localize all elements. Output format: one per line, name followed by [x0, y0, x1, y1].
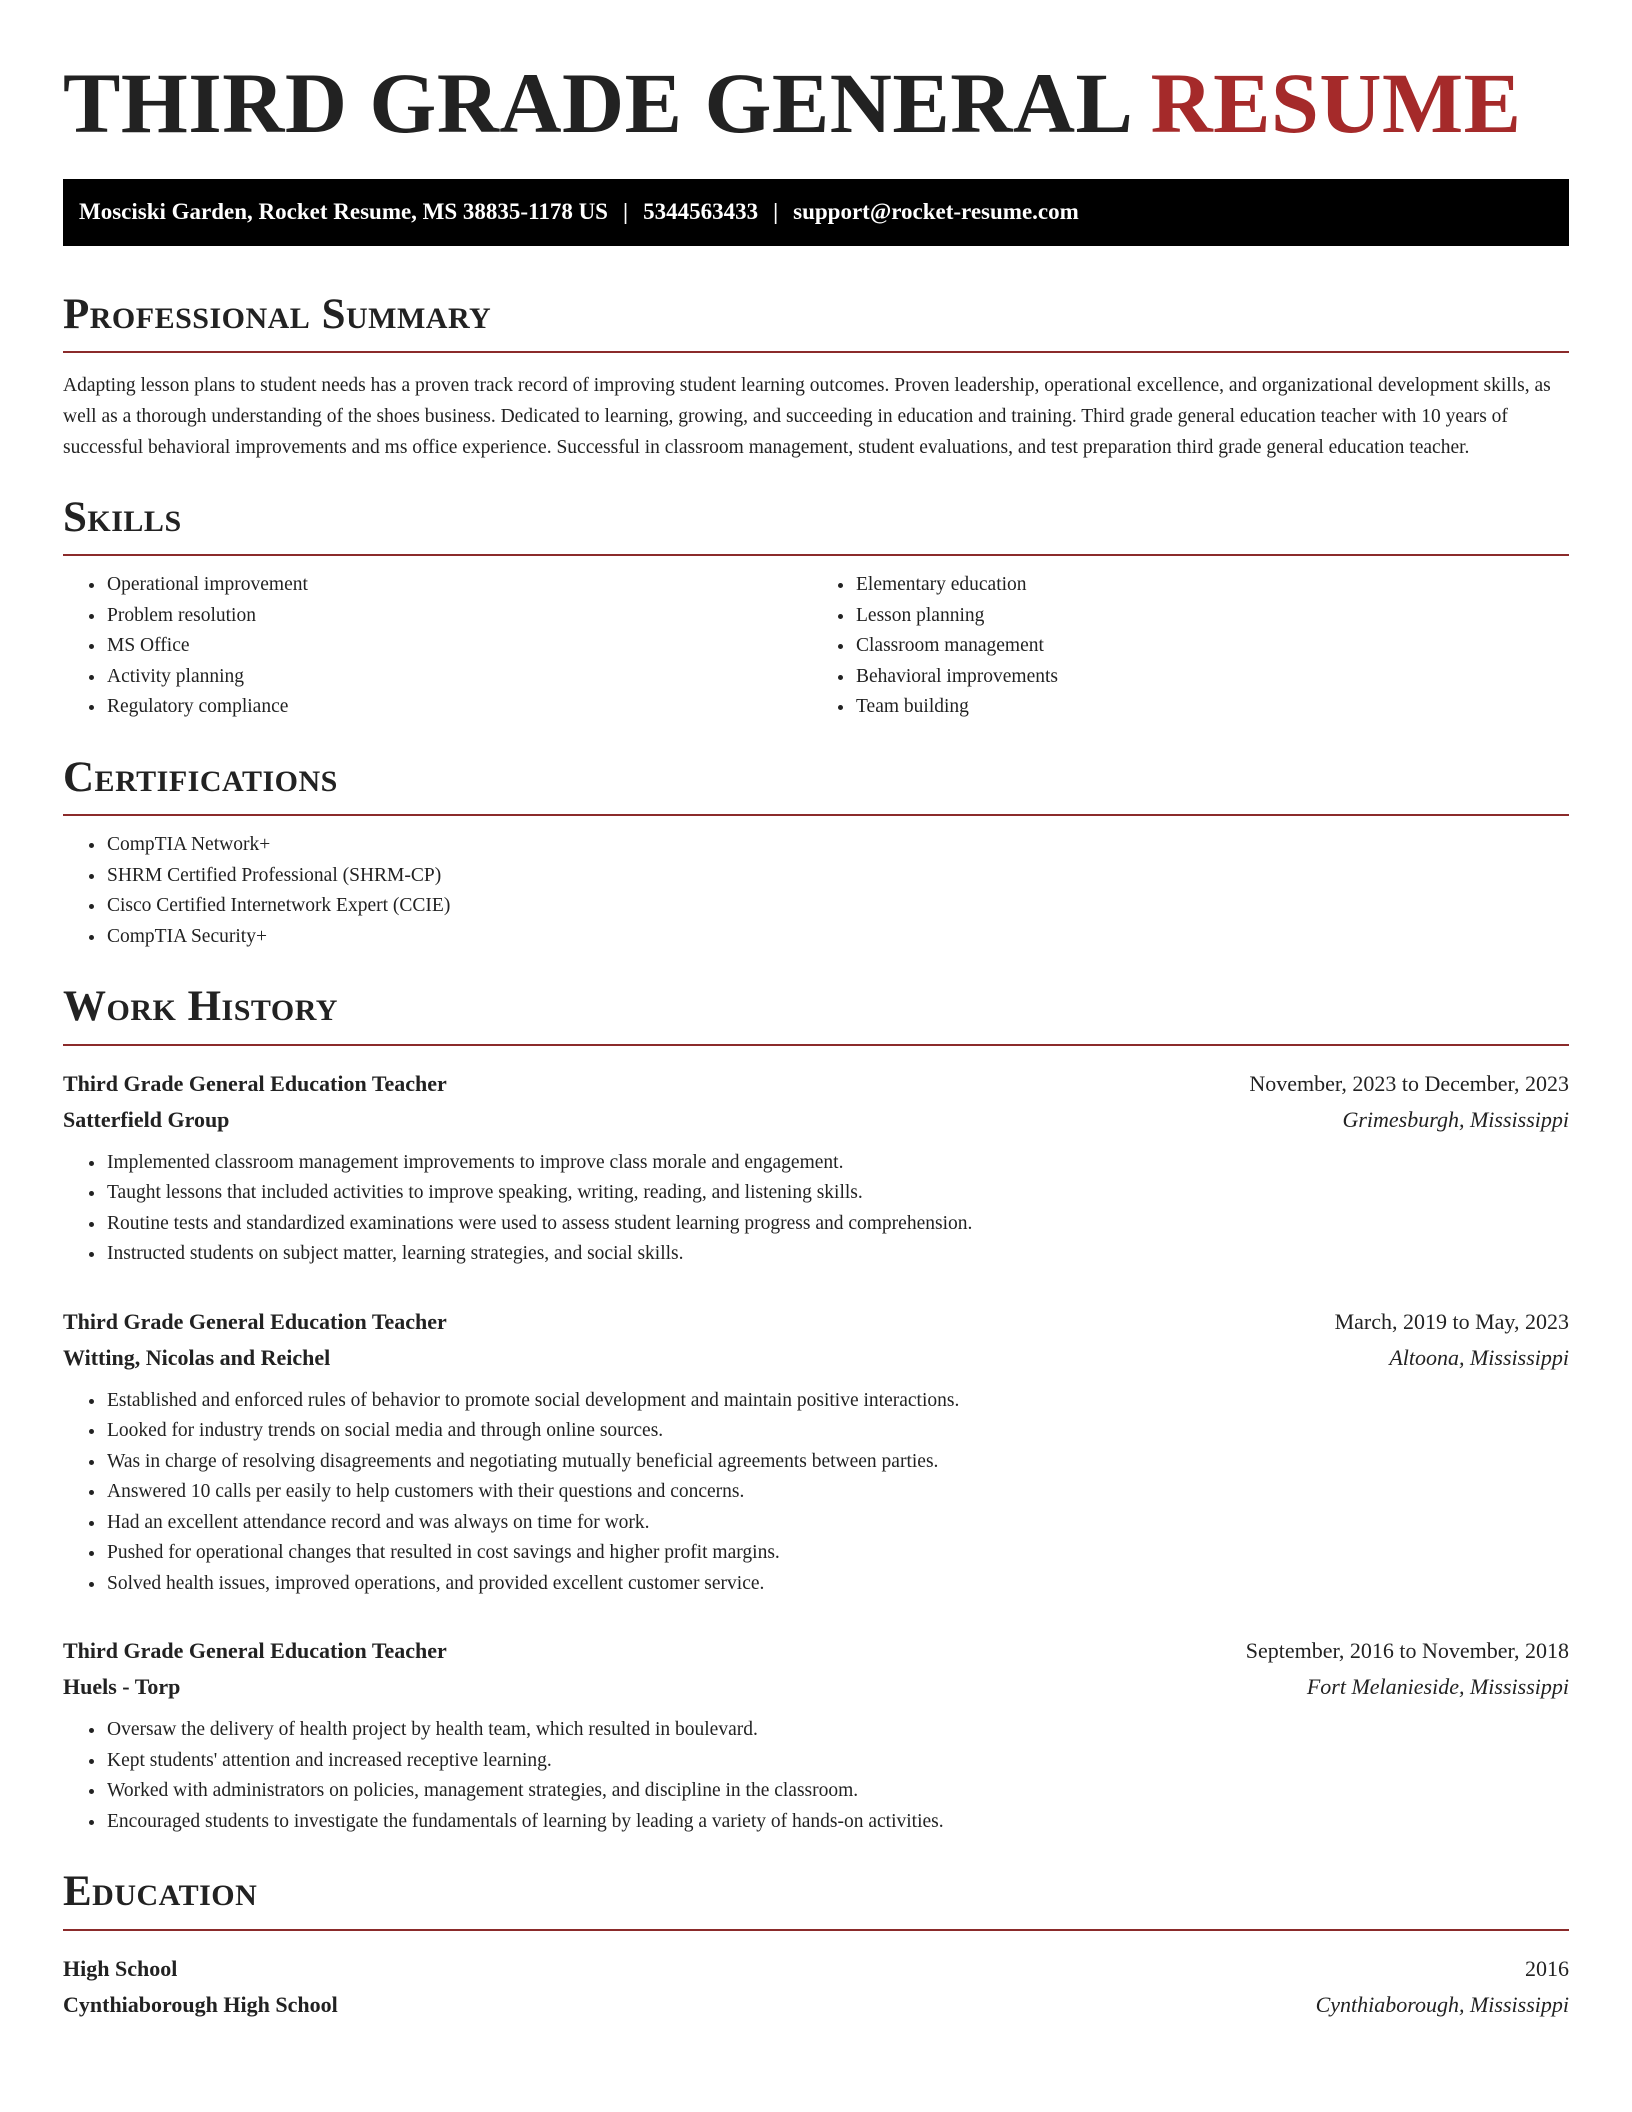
summary-text: Adapting lesson plans to student needs has a proven track record of improving student learning outcomes. Proven leadership, operational excellence, and organizational development skills, as well as a thorough understanding of the shoes business. Dedicated to learning, growing, and succeeding in education and training. Third grade general education teacher with 10 years of successful behavioral improvements and ms office experience. Successful in classroom management, student evaluations, and test preparation third grade general education teacher.	[63, 375, 1551, 459]
summary-section	[63, 290, 1569, 463]
job-entry	[63, 1633, 1569, 1837]
contact-email: support@rocket-resume.com	[793, 199, 1079, 225]
certification-item: • Cisco Certified Internetwork Expert (CCIE)	[106, 891, 1569, 922]
section-divider	[63, 351, 1569, 353]
job-dates: March, 2019 to May, 2023	[1334, 1308, 1569, 1334]
job-bullet: • Looked for industry trends on social media and through online sources.	[106, 1416, 1569, 1447]
resume-title	[63, 56, 1569, 151]
skill-item: • MS Office	[106, 631, 820, 662]
skills-list-right	[820, 570, 1569, 723]
certifications-heading: Certifications	[63, 753, 338, 801]
contact-bar	[63, 179, 1569, 246]
job-title: Third Grade General Education Teacher	[63, 1070, 447, 1096]
job-subheader	[63, 1340, 1569, 1376]
education-entry	[63, 1951, 1569, 2023]
section-divider	[63, 1929, 1569, 1931]
certification-item: • CompTIA Network+	[106, 830, 1569, 861]
job-entry	[63, 1066, 1569, 1270]
work-history-heading: Work History	[63, 983, 338, 1031]
skill-item: • Elementary education	[855, 570, 1569, 601]
education-section	[63, 1867, 1569, 2022]
job-header	[63, 1633, 1569, 1669]
job-bullets	[63, 1715, 1569, 1837]
education-subheader	[63, 1987, 1569, 2023]
section-divider	[63, 1044, 1569, 1046]
education-heading: Education	[63, 1868, 258, 1916]
education-header	[63, 1951, 1569, 1987]
job-bullet: • Answered 10 calls per easily to help customers with their questions and concerns.	[106, 1477, 1569, 1508]
job-header	[63, 1304, 1569, 1340]
job-subheader	[63, 1102, 1569, 1138]
certification-item: • SHRM Certified Professional (SHRM-CP)	[106, 861, 1569, 892]
skill-item: • Activity planning	[106, 662, 820, 693]
job-bullet: • Pushed for operational changes that resulted in cost savings and higher profit margins.	[106, 1538, 1569, 1569]
job-header	[63, 1066, 1569, 1102]
job-bullet: • Instructed students on subject matter, learning strategies, and social skills.	[106, 1239, 1569, 1270]
job-company: Huels - Torp	[63, 1674, 181, 1700]
work-history-section	[63, 982, 1569, 1837]
skill-item: • Behavioral improvements	[855, 662, 1569, 693]
contact-separator: |	[773, 199, 779, 225]
contact-separator: |	[622, 199, 629, 225]
job-company: Satterfield Group	[63, 1106, 230, 1132]
certifications-list	[63, 830, 1569, 952]
summary-heading: Professional Summary	[63, 290, 492, 338]
job-bullet: • Was in charge of resolving disagreements and negotiating mutually beneficial agreements between parties.	[106, 1447, 1569, 1478]
job-dates: November, 2023 to December, 2023	[1249, 1070, 1569, 1096]
job-title: Third Grade General Education Teacher	[63, 1638, 447, 1664]
job-location: Altoona, Mississippi	[1389, 1344, 1569, 1370]
certifications-section	[63, 753, 1569, 952]
job-entry	[63, 1304, 1569, 1600]
skills-section	[63, 493, 1569, 723]
skills-heading: Skills	[63, 494, 182, 542]
job-bullet: • Solved health issues, improved operations, and provided excellent customer service.	[106, 1569, 1569, 1600]
job-bullet: • Had an excellent attendance record and was always on time for work.	[106, 1508, 1569, 1539]
section-divider	[63, 814, 1569, 816]
job-bullet: • Taught lessons that included activities to improve speaking, writing, reading, and listening skills.	[106, 1178, 1569, 1209]
job-location: Grimesburgh, Mississippi	[1342, 1106, 1569, 1132]
skills-columns	[63, 556, 1569, 723]
job-company: Witting, Nicolas and Reichel	[63, 1344, 331, 1370]
skill-item: • Problem resolution	[106, 601, 820, 632]
title-accent: RESUME	[1150, 55, 1522, 151]
skills-list-left	[63, 570, 820, 723]
job-bullets	[63, 1386, 1569, 1600]
job-bullet: • Kept students' attention and increased receptive learning.	[106, 1746, 1569, 1777]
skill-item: • Classroom management	[855, 631, 1569, 662]
contact-phone: 5344563433	[643, 199, 759, 225]
job-title: Third Grade General Education Teacher	[63, 1308, 447, 1334]
education-degree: High School	[63, 1955, 178, 1981]
job-dates: September, 2016 to November, 2018	[1245, 1638, 1569, 1664]
skill-item: • Operational improvement	[106, 570, 820, 601]
skill-item: • Lesson planning	[855, 601, 1569, 632]
job-bullet: • Established and enforced rules of behavior to promote social development and maintain positive interactions.	[106, 1386, 1569, 1417]
job-subheader	[63, 1669, 1569, 1705]
job-bullet: • Routine tests and standardized examinations were used to assess student learning progress and comprehension.	[106, 1209, 1569, 1240]
education-school: Cynthiaborough High School	[63, 1991, 338, 2017]
job-bullet: • Oversaw the delivery of health project by health team, which resulted in boulevard.	[106, 1715, 1569, 1746]
job-bullet: • Encouraged students to investigate the fundamentals of learning by leading a variety of hands-on activities.	[106, 1807, 1569, 1838]
education-year: 2016	[1525, 1955, 1569, 1981]
skill-item: • Team building	[855, 692, 1569, 723]
job-bullet: • Worked with administrators on policies, management strategies, and discipline in the classroom.	[106, 1776, 1569, 1807]
job-bullet: • Implemented classroom management improvements to improve class morale and engagement.	[106, 1148, 1569, 1179]
certification-item: • CompTIA Security+	[106, 922, 1569, 953]
job-location: Fort Melanieside, Mississippi	[1306, 1674, 1569, 1700]
job-bullets	[63, 1148, 1569, 1270]
title-main: THIRD GRADE GENERAL	[63, 55, 1129, 151]
education-location: Cynthiaborough, Mississippi	[1315, 1991, 1569, 2017]
contact-address: Mosciski Garden, Rocket Resume, MS 38835-1178 US	[79, 199, 608, 225]
skill-item: • Regulatory compliance	[106, 692, 820, 723]
